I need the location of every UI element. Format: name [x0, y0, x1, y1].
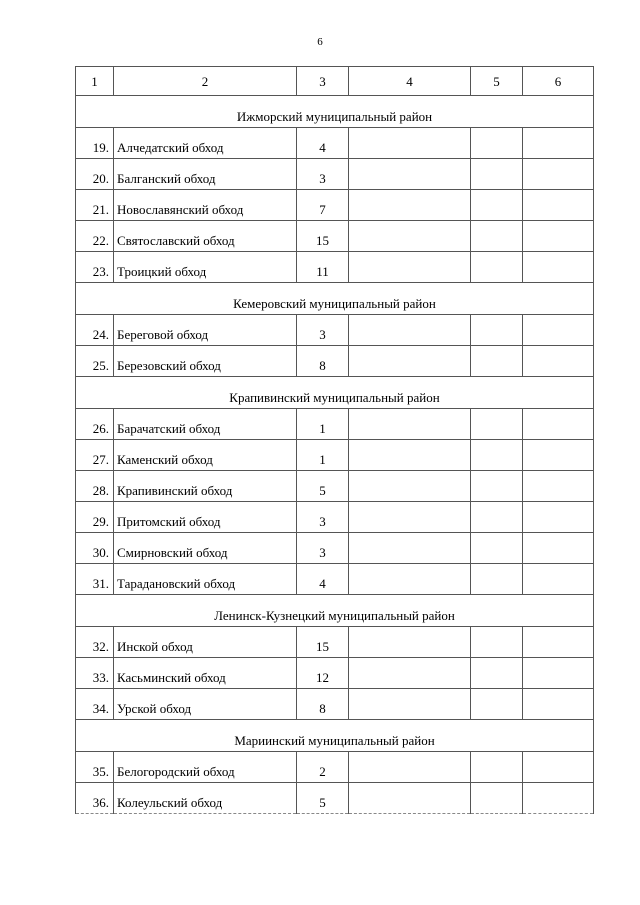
row-name: Белогородский обход — [114, 752, 297, 783]
header-cell: 4 — [349, 67, 471, 96]
empty-cell — [471, 315, 523, 346]
row-count: 5 — [297, 783, 349, 814]
empty-cell — [523, 502, 594, 533]
row-count: 8 — [297, 689, 349, 720]
row-count: 1 — [297, 409, 349, 440]
row-number: 19. — [76, 128, 114, 159]
row-name: Крапивинский обход — [114, 471, 297, 502]
header-cell: 2 — [114, 67, 297, 96]
row-count: 12 — [297, 658, 349, 689]
empty-cell — [349, 471, 471, 502]
row-count: 8 — [297, 346, 349, 377]
empty-cell — [349, 533, 471, 564]
empty-cell — [523, 159, 594, 190]
row-number: 27. — [76, 440, 114, 471]
empty-cell — [523, 128, 594, 159]
row-number: 35. — [76, 752, 114, 783]
table-row — [76, 689, 594, 720]
table-row — [76, 658, 594, 689]
empty-cell — [349, 689, 471, 720]
row-number: 29. — [76, 502, 114, 533]
empty-cell — [349, 752, 471, 783]
section-title: Кемеровский муниципальный район — [76, 283, 594, 315]
empty-cell — [523, 346, 594, 377]
row-count: 11 — [297, 252, 349, 283]
table-row — [76, 533, 594, 564]
empty-cell — [349, 440, 471, 471]
section-title: Ижморский муниципальный район — [76, 96, 594, 128]
empty-cell — [523, 252, 594, 283]
table-row — [76, 252, 594, 283]
empty-cell — [349, 783, 471, 814]
row-number: 20. — [76, 159, 114, 190]
table-row — [76, 471, 594, 502]
row-count: 1 — [297, 440, 349, 471]
empty-cell — [471, 658, 523, 689]
row-name: Колеульский обход — [114, 783, 297, 814]
row-number: 34. — [76, 689, 114, 720]
section-title: Ленинск-Кузнецкий муниципальный район — [76, 595, 594, 627]
table-row — [76, 221, 594, 252]
row-number: 31. — [76, 564, 114, 595]
empty-cell — [349, 221, 471, 252]
table-row — [76, 783, 594, 814]
row-number: 28. — [76, 471, 114, 502]
empty-cell — [471, 346, 523, 377]
table-body — [76, 67, 594, 814]
empty-cell — [471, 783, 523, 814]
empty-cell — [349, 159, 471, 190]
table-row — [76, 627, 594, 658]
empty-cell — [349, 502, 471, 533]
empty-cell — [349, 409, 471, 440]
empty-cell — [471, 221, 523, 252]
table-row — [76, 128, 594, 159]
row-count: 5 — [297, 471, 349, 502]
row-number: 22. — [76, 221, 114, 252]
empty-cell — [471, 752, 523, 783]
section-row — [76, 720, 594, 752]
empty-cell — [349, 128, 471, 159]
table-row — [76, 190, 594, 221]
section-row — [76, 96, 594, 128]
section-title: Крапивинский муниципальный район — [76, 377, 594, 409]
row-number: 36. — [76, 783, 114, 814]
empty-cell — [523, 315, 594, 346]
empty-cell — [349, 627, 471, 658]
row-name: Урской обход — [114, 689, 297, 720]
table-row — [76, 315, 594, 346]
row-number: 24. — [76, 315, 114, 346]
empty-cell — [523, 440, 594, 471]
section-title: Мариинский муниципальный район — [76, 720, 594, 752]
empty-cell — [523, 221, 594, 252]
empty-cell — [471, 533, 523, 564]
row-name: Алчедатский обход — [114, 128, 297, 159]
empty-cell — [471, 128, 523, 159]
table-row — [76, 346, 594, 377]
row-count: 3 — [297, 315, 349, 346]
empty-cell — [523, 627, 594, 658]
table-row — [76, 564, 594, 595]
empty-cell — [523, 752, 594, 783]
empty-cell — [349, 315, 471, 346]
header-cell: 6 — [523, 67, 594, 96]
empty-cell — [523, 190, 594, 221]
section-row — [76, 377, 594, 409]
row-number: 21. — [76, 190, 114, 221]
empty-cell — [523, 409, 594, 440]
empty-cell — [349, 346, 471, 377]
empty-cell — [349, 658, 471, 689]
empty-cell — [471, 689, 523, 720]
row-name: Касьминский обход — [114, 658, 297, 689]
row-count: 3 — [297, 533, 349, 564]
page-number: 6 — [317, 36, 323, 48]
header-cell: 1 — [76, 67, 114, 96]
row-count: 4 — [297, 564, 349, 595]
table-row — [76, 440, 594, 471]
section-row — [76, 283, 594, 315]
empty-cell — [471, 502, 523, 533]
row-name: Смирновский обход — [114, 533, 297, 564]
row-count: 3 — [297, 159, 349, 190]
row-number: 30. — [76, 533, 114, 564]
empty-cell — [471, 409, 523, 440]
empty-cell — [349, 190, 471, 221]
table-row — [76, 409, 594, 440]
row-name: Троицкий обход — [114, 252, 297, 283]
empty-cell — [523, 533, 594, 564]
document-table — [75, 66, 594, 814]
empty-cell — [523, 689, 594, 720]
empty-cell — [471, 471, 523, 502]
section-row — [76, 595, 594, 627]
empty-cell — [471, 159, 523, 190]
row-name: Притомский обход — [114, 502, 297, 533]
table-row — [76, 752, 594, 783]
empty-cell — [523, 471, 594, 502]
row-count: 15 — [297, 221, 349, 252]
row-number: 32. — [76, 627, 114, 658]
empty-cell — [523, 783, 594, 814]
empty-cell — [471, 252, 523, 283]
row-number: 23. — [76, 252, 114, 283]
row-count: 4 — [297, 128, 349, 159]
row-name: Балганский обход — [114, 159, 297, 190]
empty-cell — [471, 627, 523, 658]
row-name: Березовский обход — [114, 346, 297, 377]
row-name: Новославянский обход — [114, 190, 297, 221]
row-name: Святославский обход — [114, 221, 297, 252]
empty-cell — [523, 658, 594, 689]
empty-cell — [349, 564, 471, 595]
empty-cell — [349, 252, 471, 283]
row-name: Инской обход — [114, 627, 297, 658]
row-name: Барачатский обход — [114, 409, 297, 440]
empty-cell — [471, 190, 523, 221]
empty-cell — [471, 564, 523, 595]
header-row — [76, 67, 594, 96]
row-name: Тарадановский обход — [114, 564, 297, 595]
row-count: 2 — [297, 752, 349, 783]
row-count: 3 — [297, 502, 349, 533]
table-row — [76, 159, 594, 190]
row-name: Береговой обход — [114, 315, 297, 346]
row-count: 7 — [297, 190, 349, 221]
header-cell: 3 — [297, 67, 349, 96]
row-name: Каменский обход — [114, 440, 297, 471]
header-cell: 5 — [471, 67, 523, 96]
row-number: 25. — [76, 346, 114, 377]
empty-cell — [523, 564, 594, 595]
row-number: 26. — [76, 409, 114, 440]
empty-cell — [471, 440, 523, 471]
table-row — [76, 502, 594, 533]
row-number: 33. — [76, 658, 114, 689]
row-count: 15 — [297, 627, 349, 658]
